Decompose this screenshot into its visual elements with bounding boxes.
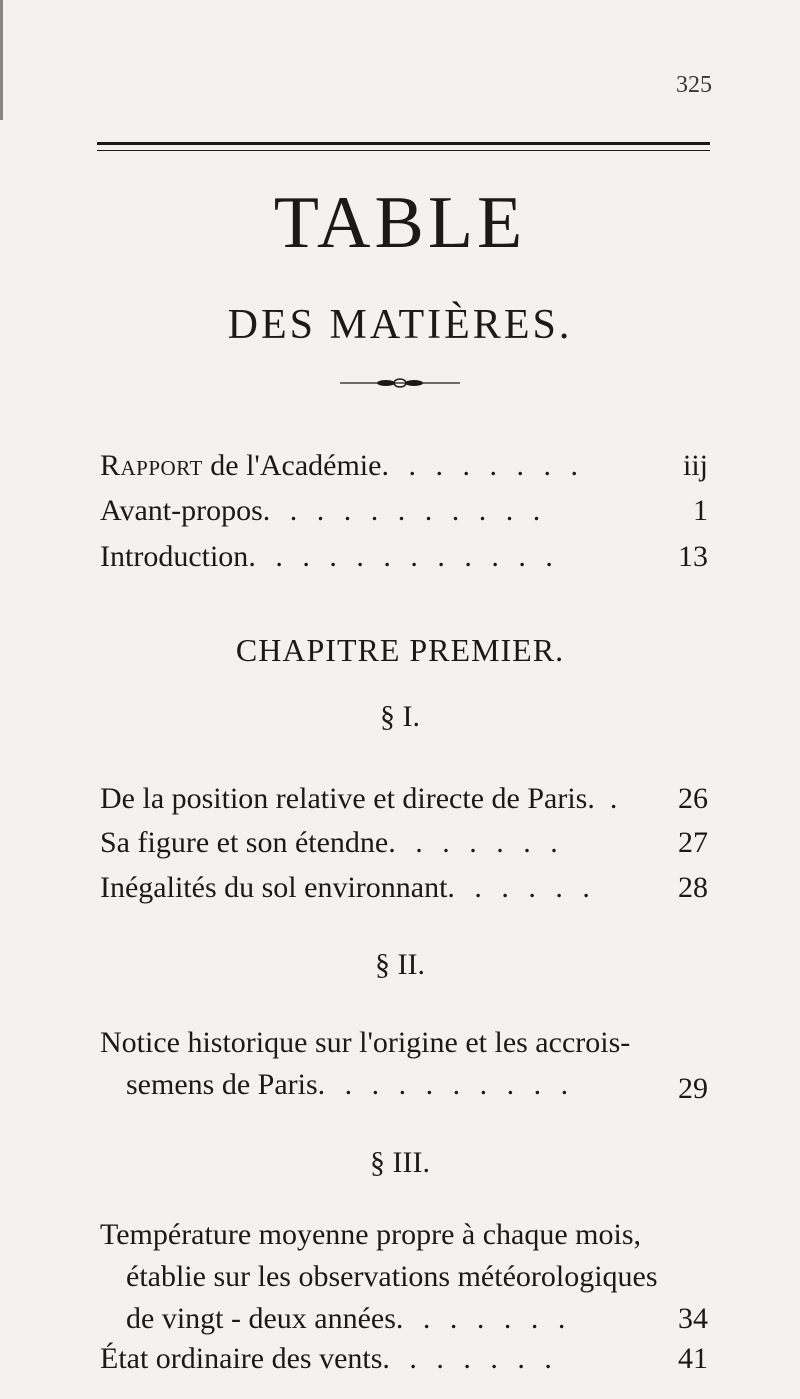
toc-page-introduction: 13 [678,540,708,573]
toc-leader-dots: . . . . . . [447,871,596,904]
ornament-divider-icon [340,378,460,388]
toc-leader-dots: . . . . . . . [395,1302,572,1335]
page-title: TABLE [273,182,527,264]
toc-entry-inegalites [100,871,655,905]
toc-entry-notice-line1: Notice historique sur l'origine et les accrois- [100,1026,631,1059]
toc-leader-dots: . [609,782,624,815]
toc-entry-notice [100,1068,655,1102]
page-edge [0,0,3,120]
header-rule-thin [97,150,710,151]
toc-entry-avant-propos [100,494,655,528]
toc-page-rapport: iij [682,449,708,482]
section-heading-3: § III. [370,1146,430,1179]
toc-entry-label: Avant-propos [100,494,263,527]
toc-entry-label: semens de Paris [126,1068,318,1101]
toc-leader-dots: . . . . . . . [388,826,564,859]
page-number: 325 [676,72,712,98]
toc-leader-dots: . . . . . . . . [381,449,584,482]
toc-entry-position [100,782,624,816]
toc-entry-label: de l'Académie [202,449,382,482]
toc-leader-dots: . . . . . . . . . . . . [248,540,559,573]
toc-entry-label: Sa figure et son étendne [100,826,389,859]
toc-entry-lead: Rapport [100,449,203,482]
toc-page-figure: 27 [678,826,708,859]
toc-page-position: 26 [678,782,708,815]
section-heading-2: § II. [375,948,425,981]
toc-entry-introduction [100,540,655,574]
toc-page-inegalites: 28 [678,871,708,904]
toc-entry-label: Introduction [100,540,249,573]
toc-entry-rapport [100,449,655,483]
chapter-title: CHAPITRE PREMIER. [235,632,565,668]
toc-entry-figure [100,826,655,860]
toc-entry-temperature-line1: Température moyenne propre à chaque mois, [100,1218,642,1251]
header-rule-thick [97,142,710,145]
toc-page-temperature: 34 [678,1302,708,1335]
section-heading-1: § I. [380,700,420,733]
toc-page-notice: 29 [678,1072,708,1105]
toc-page-vents: 41 [678,1342,708,1375]
toc-entry-vents [100,1342,655,1376]
page-subtitle: DES MATIÈRES. [227,302,573,348]
toc-entry-label: Inégalités du sol environnant [100,871,448,904]
toc-entry-label: De la position relative et directe de Paris. [100,782,595,815]
toc-leader-dots: . . . . . . . . . . . [262,494,547,527]
toc-entry-label: de vingt - deux années [126,1302,396,1335]
toc-entry-temperature-line2: établie sur les observations météorologiques [126,1260,658,1293]
toc-entry-temperature [100,1302,655,1336]
toc-leader-dots: . . . . . . . . . . [317,1068,575,1101]
toc-entry-label: État ordinaire des vents [100,1342,383,1375]
toc-page-avant-propos: 1 [693,494,708,527]
toc-leader-dots: . . . . . . . [382,1342,558,1375]
